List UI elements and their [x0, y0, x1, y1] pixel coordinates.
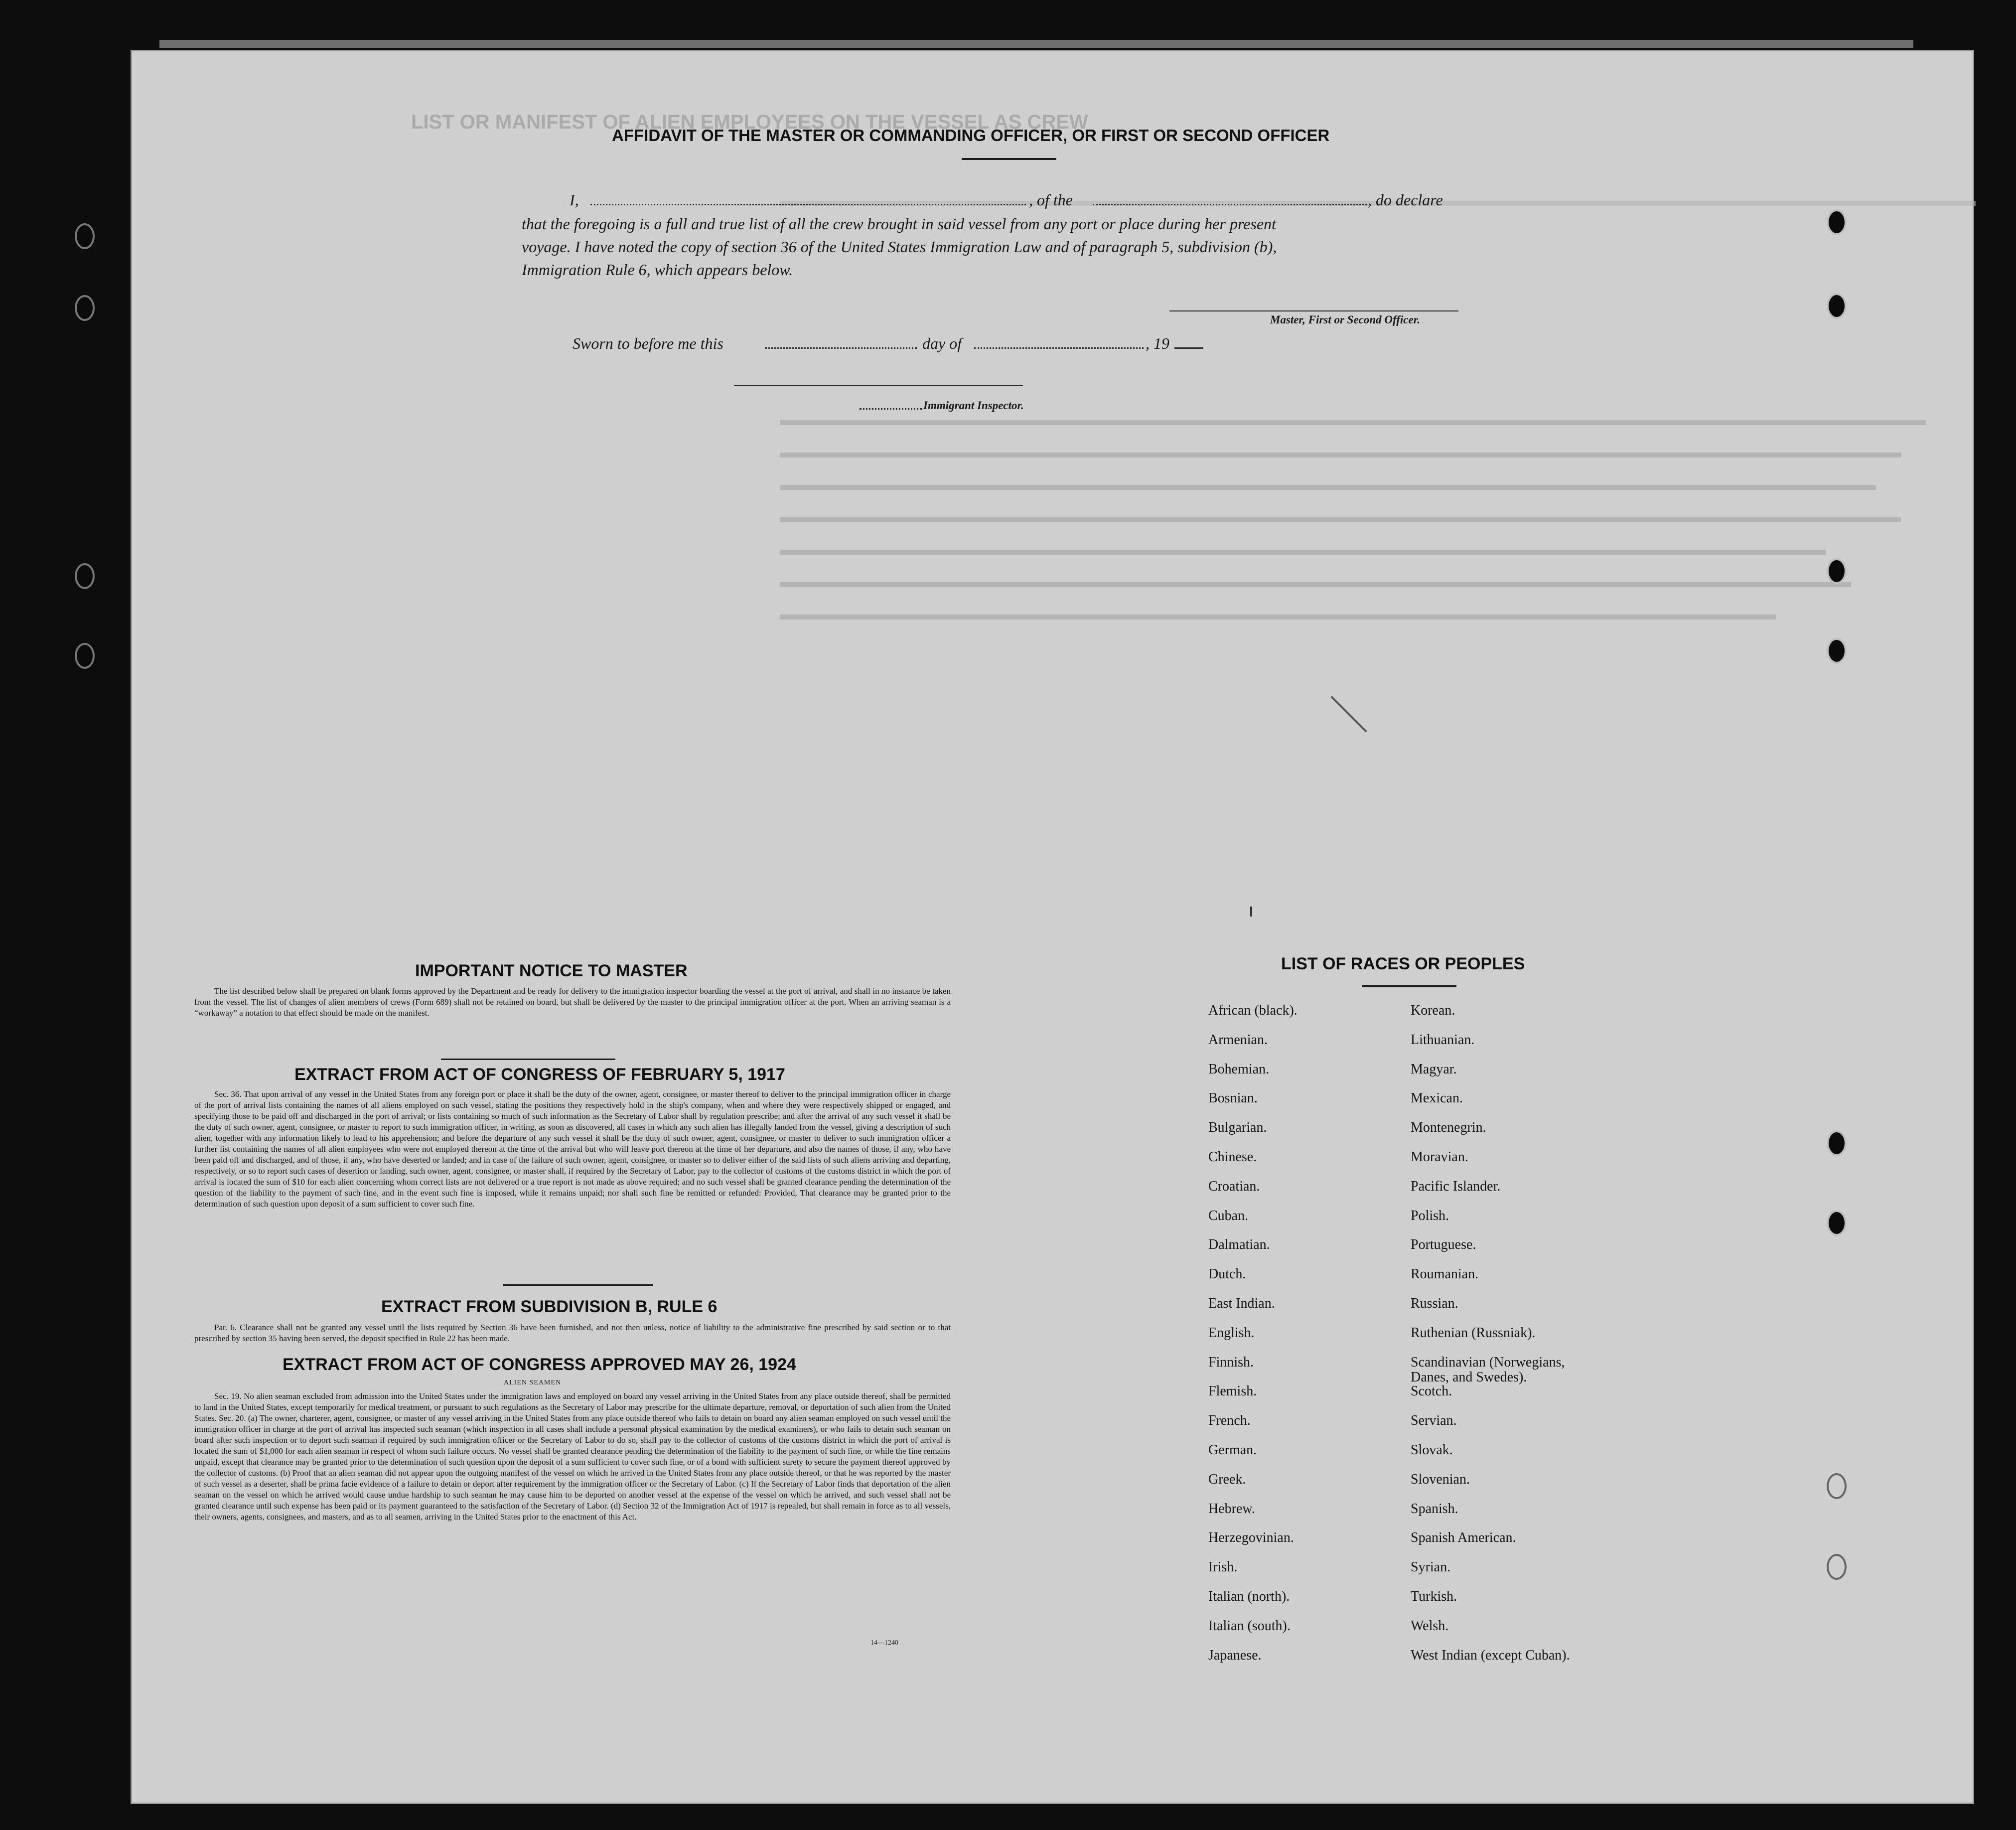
race-item: Korean. [1411, 1003, 1455, 1018]
race-item: Flemish. [1208, 1383, 1257, 1399]
races-column-2 [1411, 1003, 1690, 1677]
notice-title: IMPORTANT NOTICE TO MASTER [415, 961, 688, 980]
binder-hole [1827, 1554, 1847, 1580]
bleed-through-line [780, 517, 1901, 522]
affidavit-title: AFFIDAVIT OF THE MASTER OR COMMANDING OFFICER, OR FIRST OR SECOND OFFICER [612, 126, 1330, 145]
notice-text: The list described below shall be prepared on blank forms approved by the Department and be ready for delivery to the immigration inspector boarding the vessel at the port of arrival, and shall in no instance be taken from the vessel. The list of changes of alien members of crews (Form 689) shall not be retained on board, but shall be delivered by the master to the principal immigration officer at the port. When an arriving seaman is a “workaway” a notation to that effect should be made on the manifest. [194, 986, 951, 1018]
extract-1924-text: Sec. 19. No alien seaman excluded from admission into the United States under the immigration laws and employed on board any vessel arriving in the United States from any place outside thereof, shall be permitted to land in the United States, except temporarily for medical treatment, or pursuant to such regulations as the Secretary of Labor may prescribe for the ultimate departure, removal, or deportation of such alien from the United States. Sec. 20. (a) The owner, charterer, agent, consignee, or master of any vessel arriving in the United States from any place outside thereof who fails to detain on board any alien seaman employed on such vessel until the immigration officer in charge at the port of arrival has inspected such seaman (which inspection in all cases shall include a personal physical examination by the medical examiners), or who fails to detain such seaman on board after such inspection or to deport such seaman if required by such immigration officer or the Secretary of Labor to do so, shall pay to the collector of customs of the customs district in which the port of arrival is located the sum of $1,000 for each alien seaman in respect of whom such failure occurs. No vessel shall be granted clearance pending the determination of the liability to the payment of such fine, or while the fine remains unpaid, except that clearance may be granted prior to the determination of such question upon the deposit of a sum sufficient to cover such fine, or of a bond with sufficient surety to secure the payment thereof approved by the collector of customs. (b) Proof that an alien seaman did not appear upon the outgoing manifest of the vessel on which he arrived in the United States from any place outside thereof, or that he was reported by the master of such vessel as a deserter, shall be prima facie evidence of a failure to detain or deport after requirement by the immigration officer or the Secretary of Labor. (c) If the Secretary of Labor finds that deportation of the alien seaman on the vessel on which he arrived would cause undue hardship to such seaman he may cause him to be deported on another vessel at the expense of the vessel on which he arrived, and such vessel shall not be granted clearance until such expense has been paid or its payment guaranteed to the satisfaction of the Secretary of Labor. (d) Section 32 of the Immigration Act of 1917 is repealed, but shall remain in force as to all vessels, their owners, agents, consignees, and masters, and as to all seamen, arriving in the United States prior to the enactment of this Act. [194, 1391, 951, 1522]
sworn-day-field[interactable] [765, 347, 917, 349]
race-item: French. [1208, 1413, 1251, 1429]
document-sheet [131, 50, 1974, 1804]
affidavit-line-4: Immigration Rule 6, which appears below. [522, 261, 793, 279]
race-item: Montenegrin. [1411, 1120, 1486, 1136]
vessel-field[interactable] [1093, 204, 1367, 205]
race-item: Bosnian. [1208, 1090, 1258, 1106]
master-signature-field[interactable] [1169, 310, 1458, 311]
inspector-signature-field[interactable] [734, 385, 1023, 386]
binder-hole [75, 643, 95, 669]
race-item: Chinese. [1208, 1149, 1257, 1165]
year-prefix: , 19 [1146, 334, 1169, 352]
race-item: Moravian. [1411, 1149, 1468, 1165]
race-item: German. [1208, 1442, 1257, 1458]
extract-1917-title: EXTRACT FROM ACT OF CONGRESS OF FEBRUARY 5, 1917 [294, 1065, 785, 1084]
races-title-rule [1362, 985, 1456, 987]
race-item: Slovak. [1411, 1442, 1453, 1458]
name-field[interactable] [590, 204, 1026, 205]
binder-hole [1827, 1130, 1847, 1156]
inspector-dots [860, 408, 922, 410]
race-item: Cuban. [1208, 1208, 1249, 1223]
bleed-through-heading: LIST OR MANIFEST OF ALIEN EMPLOYEES ON THE VESSEL AS CREW [411, 111, 1088, 133]
race-item: Dutch. [1208, 1266, 1246, 1282]
affidavit-line-2: that the foregoing is a full and true list of all the crew brought in said vessel from any port or place during her present [522, 215, 1276, 233]
binder-hole [1827, 638, 1847, 664]
extract-rule6-title: EXTRACT FROM SUBDIVISION B, RULE 6 [381, 1297, 718, 1316]
race-item: Spanish American. [1411, 1530, 1516, 1546]
races-title: LIST OF RACES OR PEOPLES [1281, 954, 1525, 973]
race-item: African (black). [1208, 1003, 1297, 1018]
race-item: Bulgarian. [1208, 1120, 1267, 1136]
sworn-before: Sworn to before me this [573, 334, 723, 352]
race-item: Turkish. [1411, 1588, 1457, 1604]
affidavit-title-rule [962, 158, 1056, 160]
race-item: Finnish. [1208, 1354, 1254, 1370]
race-item: Italian (south). [1208, 1618, 1291, 1634]
race-item: Roumanian. [1411, 1266, 1479, 1282]
race-item: Syrian. [1411, 1559, 1451, 1575]
races-column-1 [1208, 1003, 1398, 1677]
bleed-through-line [780, 614, 1776, 619]
binder-hole [1827, 293, 1847, 319]
race-item: Scandinavian (Norwegians, Danes, and Swedes). [1411, 1354, 1565, 1385]
race-item: Servian. [1411, 1413, 1457, 1429]
race-item: Russian. [1411, 1295, 1458, 1311]
race-item: Welsh. [1411, 1618, 1449, 1634]
race-item: Pacific Islander. [1411, 1178, 1501, 1194]
race-item: Mexican. [1411, 1090, 1463, 1106]
race-item: Polish. [1411, 1208, 1449, 1223]
extract-1917-rule [441, 1059, 615, 1060]
race-item: Dalmatian. [1208, 1237, 1270, 1253]
declare-i: I, [570, 191, 579, 209]
form-number: 14—1240 [870, 1639, 898, 1647]
race-item: Japanese. [1208, 1647, 1262, 1663]
race-item: Portuguese. [1411, 1237, 1476, 1253]
race-item: Herzegovinian. [1208, 1530, 1294, 1546]
race-item: Ruthenian (Russniak). [1411, 1325, 1536, 1341]
extract-1917-text: Sec. 36. That upon arrival of any vessel in the United States from any foreign port or place it shall be the duty of the owner, agent, consignee, or master thereof to deliver to the principal immigration officer in charge of the port of arrival lists containing the names of all aliens employed on such vessel, stating the positions they respectively hold in the ship's company, when and where they were respectively shipped or engaged, and specifying those to be paid off and discharged in the port of arrival; or lists containing so much of such information as the Secretary of Labor shall by regulation prescribe; and after the arrival of any such vessel it shall be the duty of such owner, agent, consignee, or master to report to such immigration officer, in writing, as soon as discovered, all cases in which any such alien has illegally landed from the vessel, giving a description of such alien, together with any information likely to lead to his apprehension; and before the departure of any such vessel it shall be the duty of such owner, agent, consignee, or master to deliver to such immigration officer a further list containing the names of all alien employees who were not employed thereon at the time of the arrival but who will leave port thereon at the time of her departure, and also the names of those, if any, who have been paid off and discharged, and of those, if any, who have deserted or landed; and in case of the failure of such owner, agent, consignee, or master so to deliver either of the said lists of such aliens arriving and departing, respectively, or so to report such cases of desertion or landing, such owner, agent, consignee, or master shall, if required by the Secretary of Labor, pay to the collector of customs of the customs district in which the port of arrival is located the sum of $10 for each alien concerning whom correct lists are not delivered or a true report is not made as above required; and no such vessel shall be granted clearance pending the determination of the question of the liability to the payment of such fine, and in the event such fine is imposed, while it remains unpaid; nor shall such fine be remitted or refunded: Provided, That clearance may be granted prior to the determination of such question upon deposit of a sum sufficient to cover such fine. [194, 1089, 951, 1209]
binder-hole [1827, 558, 1847, 584]
race-item: Greek. [1208, 1471, 1246, 1487]
race-item: West Indian (except Cuban). [1411, 1647, 1570, 1663]
race-item: Irish. [1208, 1559, 1238, 1575]
pencil-mark [1250, 907, 1252, 916]
extract-rule6-text: Par. 6. Clearance shall not be granted any vessel until the lists required by Section 36 have been furnished, and not then unless, notice of liability to the administrative fine prescribed by said section or to that prescribed by section 35 having been served, the deposit specified in Rule 22 has been made. [194, 1323, 951, 1343]
race-item: English. [1208, 1325, 1255, 1341]
race-item: Slovenian. [1411, 1471, 1470, 1487]
extract-rule6-rule [503, 1284, 653, 1286]
binder-hole [75, 295, 95, 321]
race-item: Hebrew. [1208, 1501, 1255, 1517]
inspector-caption: Immigrant Inspector. [923, 399, 1024, 412]
declare-do-declare: , do declare [1368, 191, 1443, 209]
day-of: day of [922, 334, 962, 352]
sheet-edge [159, 40, 1913, 48]
race-item: Croatian. [1208, 1178, 1260, 1194]
binder-hole [75, 223, 95, 249]
binder-hole [75, 563, 95, 589]
sworn-year-field[interactable] [1174, 347, 1203, 349]
declare-of-the: , of the [1029, 191, 1073, 209]
binder-hole [1827, 1210, 1847, 1236]
bleed-through-line [780, 485, 1876, 490]
bleed-through-line [780, 420, 1926, 425]
master-caption: Master, First or Second Officer. [1270, 313, 1421, 326]
binder-hole [1827, 209, 1847, 235]
race-item: Magyar. [1411, 1061, 1457, 1077]
bleed-through-line [780, 550, 1826, 555]
bleed-through-line [780, 582, 1851, 587]
race-item: Italian (north). [1208, 1588, 1290, 1604]
affidavit-line-3: voyage. I have noted the copy of section 36 of the United States Immigration Law and of paragraph 5, subdivision (b), [522, 238, 1277, 256]
extract-1924-subtitle: ALIEN SEAMEN [504, 1379, 562, 1386]
race-item: Spanish. [1411, 1501, 1458, 1517]
binder-hole [1827, 1473, 1847, 1499]
race-item: Scotch. [1411, 1383, 1452, 1399]
extract-1924-title: EXTRACT FROM ACT OF CONGRESS APPROVED MAY 26, 1924 [283, 1355, 796, 1374]
race-item: Bohemian. [1208, 1061, 1270, 1077]
race-item: East Indian. [1208, 1295, 1275, 1311]
pencil-mark [1330, 696, 1367, 733]
bleed-through-line [780, 453, 1901, 458]
race-item: Armenian. [1208, 1032, 1268, 1048]
race-item: Lithuanian. [1411, 1032, 1475, 1048]
sworn-month-field[interactable] [974, 347, 1144, 349]
